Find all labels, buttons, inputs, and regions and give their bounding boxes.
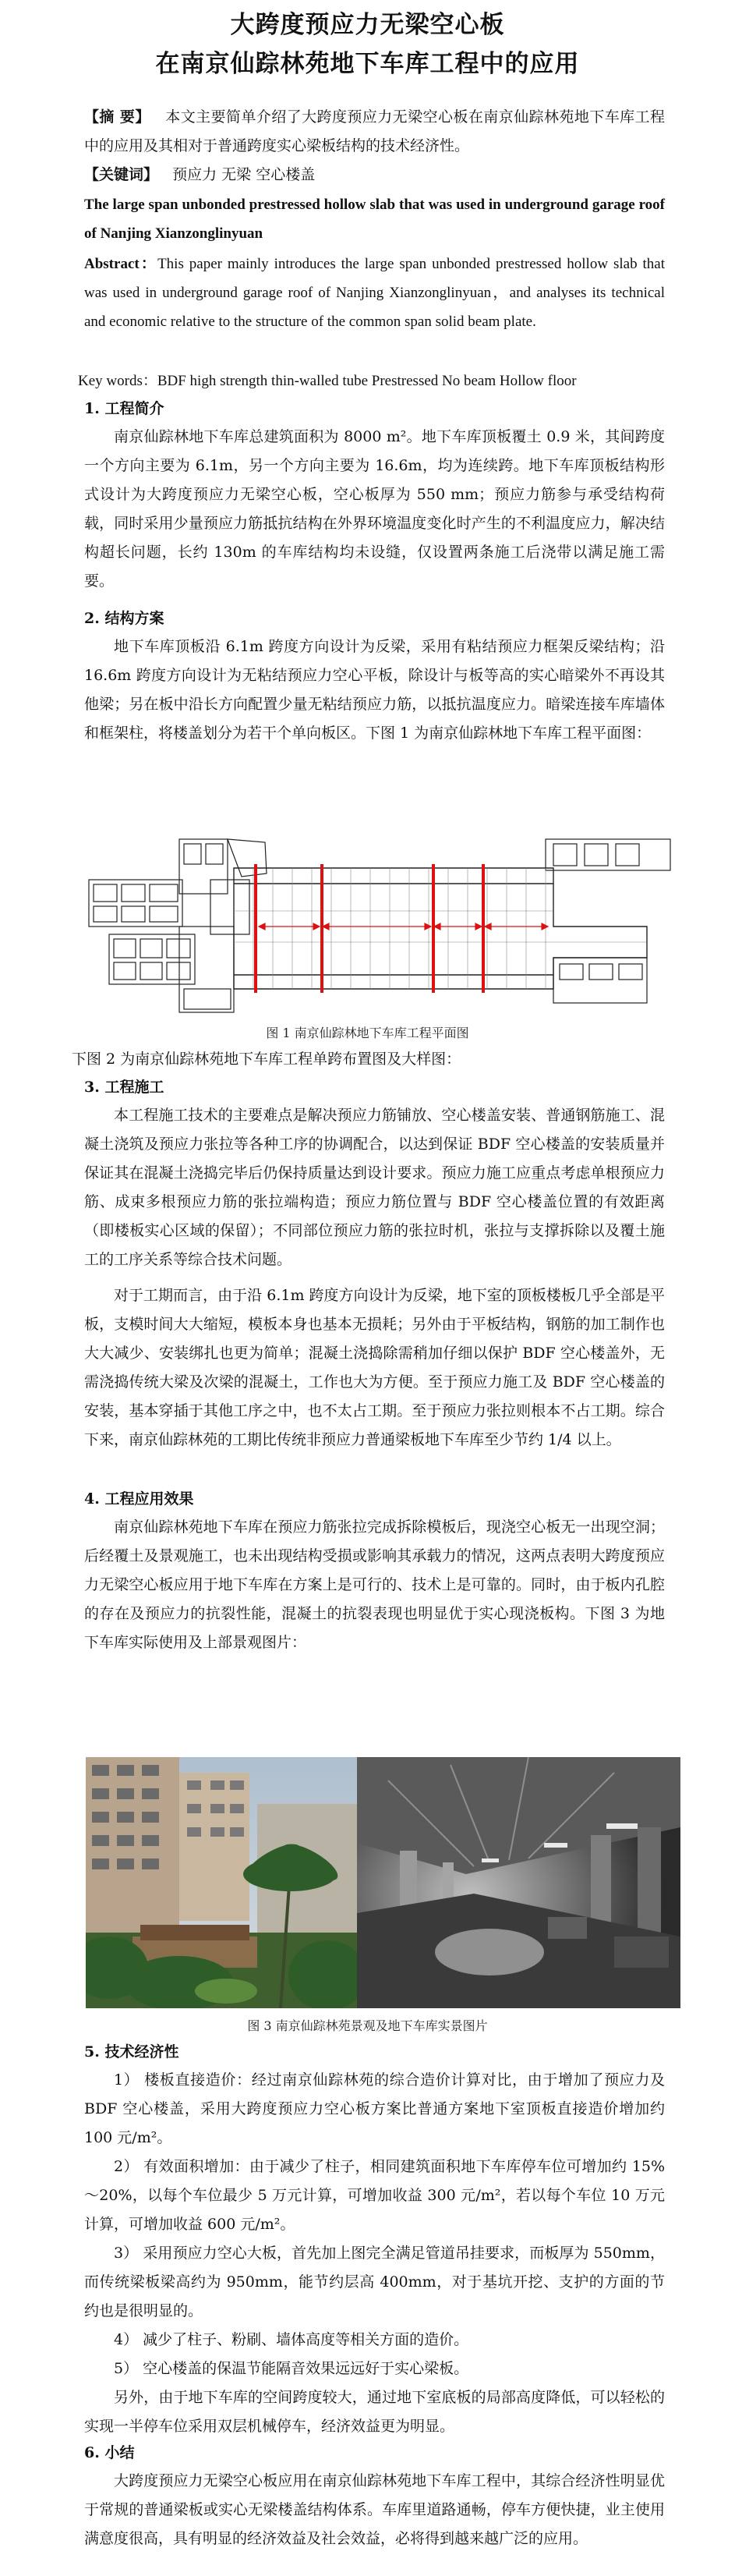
- garage-plan-drawing: [86, 833, 678, 1016]
- section-4-heading: 4. 工程应用效果: [84, 1490, 194, 1508]
- figure-1-caption: 图 1 南京仙踪林地下车库工程平面图: [266, 1026, 469, 1040]
- section-5-item-2: 2） 有效面积增加：由于减少了柱子，相同建筑面积地下车库停车位可增加约 15%～20%，以每个车位最少 5 万元计算，可增加收益 300 元/m²，若以每个车位 10 万元计算，可增加收益 600 元/m²。: [84, 2158, 665, 2233]
- english-abstract-text: This paper mainly introduces the large span unbonded prestressed hollow slab that was used in underground garage roof of Nanjing Xianzonglinyuan，and analyses its technical and economic relative to the structure of the common span solid beam plate.: [84, 256, 666, 330]
- section-6-text: 大跨度预应力无梁空心板应用在南京仙踪林苑地下车库工程中，其综合经济性明显优于常规的普通梁板或实心无梁楼盖结构体系。车库里道路通畅，停车方便快捷，业主使用满意度很高，具有明显的经济效益及社会效益，必将得到越来越广泛的应用。: [84, 2472, 665, 2547]
- section-2-heading: 2. 结构方案: [84, 610, 164, 627]
- english-abstract: [84, 250, 665, 336]
- section-5-heading: 5. 技术经济性: [84, 2043, 179, 2060]
- section-5-item-1: 1） 楼板直接造价：经过南京仙踪林苑的综合造价计算对比，由于增加了预应力及 BDF 空心楼盖，采用大跨度预应力空心板方案比普通方案地下室顶板直接造价增加约 100 元/m²。: [84, 2071, 665, 2146]
- section-3-text-1: 本工程施工技术的主要难点是解决预应力筋铺放、空心楼盖安装、普通钢筋施工、混凝土浇筑及预应力张拉等各种工序的协调配合，以达到保证 BDF 空心楼盖的安装质量并保证其在混凝土浇捣完毕后仍保持质量达到设计要求。预应力施工应重点考虑单根预应力筋、成束多根预应力筋的张拉端构造；预应力筋位置与 BDF 空心楼盖位置的有效距离（即楼板实心区域的保留）；不同部位预应力筋的张拉时机，张拉与支撑拆除以及覆土施工的工序关系等综合技术问题。: [84, 1107, 665, 1268]
- section-5-item-4: 4） 减少了柱子、粉刷、墙体高度等相关方面的造价。: [114, 2331, 469, 2348]
- section-4-text: 南京仙踪林苑地下车库在预应力筋张拉完成拆除模板后，现浇空心板无一出现空洞；后经覆土及景观施工，也未出现结构受损或影响其承载力的情况，这两点表明大跨度预应力无梁空心板应用于地下车库在方案上是可行的、技术上是可靠的。同时，由于板内孔腔的存在及预应力的抗裂性能，混凝土的抗裂表现也明显优于实心现浇板构。下图 3 为地下车库实际使用及上部景观图片：: [84, 1518, 665, 1651]
- section-6-heading: 6. 小结: [84, 2444, 135, 2461]
- english-title: The large span unbonded prestressed hollow slab that was used in underground garage roof of Nanjing Xianzonglinyuan: [84, 197, 665, 242]
- figure-2-note: 下图 2 为南京仙踪林苑地下车库工程单跨布置图及大样图：: [72, 1051, 461, 1068]
- english-abstract-label: Abstract：: [84, 256, 158, 272]
- abstract-text: 本文主要简单介绍了大跨度预应力无梁空心板在南京仙踪林苑地下车库工程中的应用及其相对于普通跨度实心梁板结构的技术经济性。: [84, 108, 665, 154]
- keywords-text: 预应力 无梁 空心楼盖: [172, 166, 316, 183]
- section-1-heading: 1. 工程简介: [84, 400, 164, 417]
- section-5-tail: 另外，由于地下车库的空间跨度较大，通过地下室底板的局部高度降低，可以轻松的实现一半停车位采用双层机械停车，经济效益更为明显。: [84, 2389, 665, 2435]
- keywords: [84, 161, 665, 190]
- english-keywords: Key words：BDF high strength thin-walled tube Prestressed No beam Hollow floor: [78, 373, 577, 389]
- section-3-text-2: 对于工期而言，由于沿 6.1m 跨度方向设计为反梁，地下室的顶板楼板几乎全部是平板，支模时间大大缩短，模板本身也基本无损耗；另外由于平板结构，钢筋的加工制作也大大减少、安装绑扎也更为简单；混凝土浇捣除需稍加仔细以保护 BDF 空心楼盖外，无需浇捣传统大梁及次梁的混凝土，工作也大为方便。至于预应力施工及 BDF 空心楼盖的安装，基本穿插于其他工序之中，也不太占工期。至于预应力张拉则根本不占工期。综合下来，南京仙踪林苑的工期比传统非预应力普通梁板地下车库至少节约 1/4 以上。: [84, 1287, 665, 1448]
- abstract-label: 【摘 要】: [84, 108, 150, 126]
- keywords-label: 【关键词】: [84, 166, 159, 183]
- section-2-text: 地下车库顶板沿 6.1m 跨度方向设计为反梁，采用有粘结预应力框架反梁结构；沿 16.6m 跨度方向设计为无粘结预应力空心平板，除设计与板等高的实心暗梁外不再设其他梁；另在板中沿长方向配置少量无粘结预应力筋，以抵抗温度应力。暗梁连接车库墙体和框架柱，将楼盖划分为若干个单向板区。下图 1 为南京仙踪林地下车库工程平面图：: [84, 638, 665, 742]
- garage-interior-photo: [357, 1757, 680, 2008]
- section-1-text: 南京仙踪林地下车库总建筑面积为 8000 m²。地下车库顶板覆土 0.9 米，其间跨度一个方向主要为 6.1m，另一个方向主要为 16.6m，均为连续跨。地下车库顶板结构形式设计为大跨度预应力无梁空心板，空心板厚为 550 mm；预应力筋参与承受结构荷载，同时采用少量预应力筋抵抗结构在外界环境温度变化时产生的不利温度应力，解决结构超长问题，长约 130m 的车库结构均未设缝，仅设置两条施工后浇带以满足施工需要。: [84, 428, 665, 590]
- figure-3-caption: 图 3 南京仙踪林苑景观及地下车库实景图片: [247, 2018, 488, 2033]
- abstract: [84, 103, 665, 161]
- title-line-2: 在南京仙踪林苑地下车库工程中的应用: [155, 50, 580, 78]
- title-line-1: 大跨度预应力无梁空心板: [230, 11, 505, 39]
- landscape-photo: [86, 1757, 357, 2008]
- section-5-item-5: 5） 空心楼盖的保温节能隔音效果远远好于实心梁板。: [114, 2360, 469, 2377]
- section-3-heading: 3. 工程施工: [84, 1079, 164, 1096]
- section-5-item-3: 3） 采用预应力空心大板，首先加上图完全满足管道吊挂要求，而板厚为 550mm，而传统梁板梁高约为 950mm，能节约层高 400mm，对于基坑开挖、支护的方面的节约也是很明显的。: [84, 2245, 665, 2319]
